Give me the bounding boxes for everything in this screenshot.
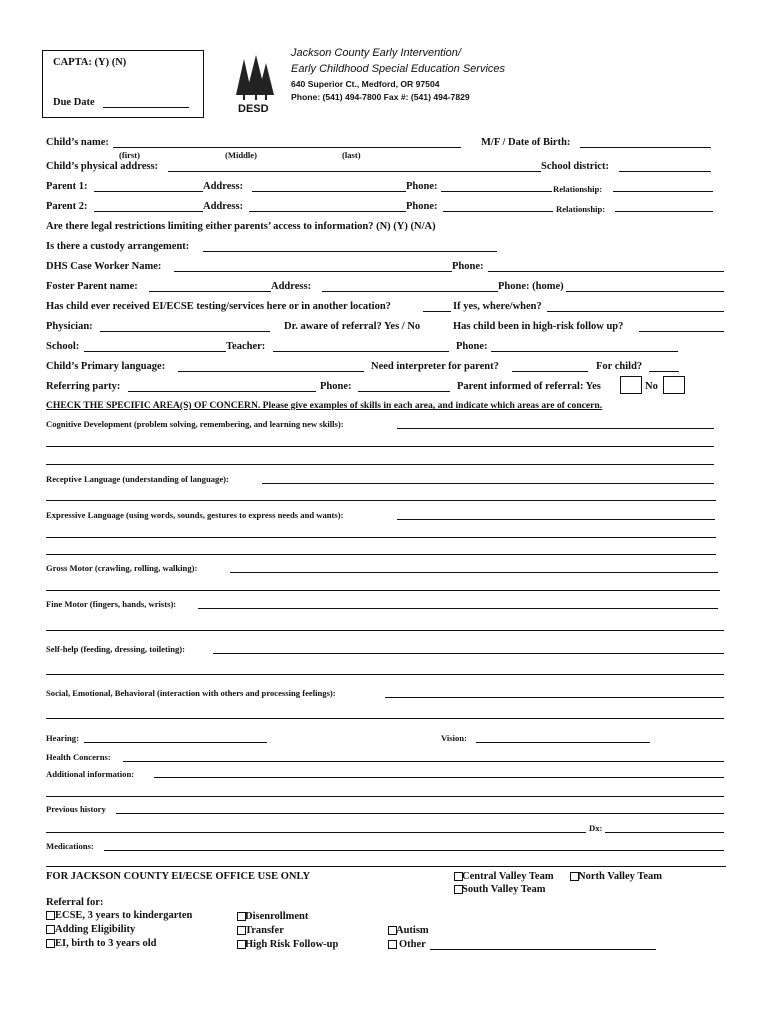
expressive-field[interactable] — [397, 519, 715, 520]
last-caption: (last) — [342, 150, 361, 160]
parent2-address-field[interactable] — [249, 211, 406, 212]
expressive-line2[interactable] — [46, 537, 716, 538]
parent2-relationship-label: Relationship: — [556, 204, 606, 214]
need-interpreter-label: Need interpreter for parent? — [371, 361, 499, 372]
child-name-field[interactable] — [113, 147, 461, 148]
first-caption: (first) — [119, 150, 140, 160]
referring-party-label: Referring party: — [46, 381, 121, 392]
parent2-relationship-field[interactable] — [615, 211, 713, 212]
social-line2[interactable] — [46, 718, 724, 719]
school-label: School: — [46, 341, 80, 352]
parent1-address-label: Address: — [203, 181, 244, 192]
referral-for-label: Referral for: — [46, 897, 104, 908]
previous-history-field[interactable] — [116, 813, 724, 814]
medications-label: Medications: — [46, 841, 94, 851]
parent-informed-yes-checkbox[interactable] — [620, 376, 642, 394]
parent-informed-no-label: No — [645, 381, 658, 392]
office-heading: FOR JACKSON COUNTY EI/ECSE OFFICE USE ONLY — [46, 871, 311, 882]
foster-phone-field[interactable] — [566, 291, 724, 292]
ei-checkbox[interactable] — [46, 939, 55, 948]
parent2-label: Parent 2: — [46, 201, 88, 212]
foster-address-label: Address: — [271, 281, 312, 292]
parent1-field[interactable] — [94, 191, 203, 192]
disenrollment-label: Disenrollment — [245, 911, 309, 922]
if-yes-label: If yes, where/when? — [453, 301, 542, 312]
receptive-line2[interactable] — [46, 500, 716, 501]
concern-heading: CHECK THE SPECIFIC AREA(S) OF CONCERN. Please give examples of skills in each area, and indicate which areas are of concern. — [46, 400, 603, 411]
logo-text: DESD — [238, 103, 269, 115]
dx-field[interactable] — [605, 832, 724, 833]
high-risk-followup-label: High Risk Follow-up — [245, 939, 339, 950]
dhs-phone-field[interactable] — [488, 271, 724, 272]
high-risk-label: Has child been in high-risk follow up? — [453, 321, 624, 332]
dx-label: Dx: — [589, 823, 603, 833]
school-phone-label: Phone: — [456, 341, 488, 352]
referring-phone-field[interactable] — [358, 391, 450, 392]
physical-address-field[interactable] — [168, 171, 541, 172]
previous-history-label: Previous history — [46, 804, 106, 814]
parent-informed-no-checkbox[interactable] — [663, 376, 685, 394]
dhs-worker-field[interactable] — [174, 271, 452, 272]
transfer-label: Transfer — [245, 925, 284, 936]
dr-aware-label: Dr. aware of referral? Yes / No — [284, 321, 421, 332]
physician-label: Physician: — [46, 321, 93, 332]
primary-language-label: Child’s Primary language: — [46, 361, 166, 372]
medications-field[interactable] — [104, 850, 724, 851]
school-phone-field[interactable] — [491, 351, 678, 352]
need-interpreter-field[interactable] — [512, 371, 588, 372]
previous-history-line2[interactable] — [46, 832, 586, 833]
cognitive-label: Cognitive Development (problem solving, remembering, and learning new skills): — [46, 419, 344, 429]
hearing-field[interactable] — [84, 742, 267, 743]
referring-party-field[interactable] — [128, 391, 316, 392]
child-name-label: Child’s name: — [46, 137, 109, 148]
parent1-phone-label: Phone: — [406, 181, 438, 192]
parent1-phone-field[interactable] — [441, 191, 552, 192]
ei-testing-label: Has child ever received EI/ECSE testing/services here or in another location? — [46, 301, 391, 312]
cognitive-line3[interactable] — [46, 464, 714, 465]
due-date-field[interactable] — [103, 107, 189, 108]
school-district-field[interactable] — [619, 171, 711, 172]
additional-info-field[interactable] — [154, 777, 724, 778]
foster-parent-field[interactable] — [149, 291, 271, 292]
vision-label: Vision: — [441, 733, 467, 743]
referring-phone-label: Phone: — [320, 381, 352, 392]
parent1-address-field[interactable] — [252, 191, 406, 192]
school-district-label: School district: — [541, 161, 609, 172]
org-address: 640 Superior Ct., Medford, OR 97504 — [291, 79, 440, 89]
cognitive-field[interactable] — [397, 428, 714, 429]
middle-caption: (Middle) — [225, 150, 257, 160]
primary-language-field[interactable] — [178, 371, 364, 372]
physical-address-label: Child’s physical address: — [46, 161, 159, 172]
physician-field[interactable] — [100, 331, 270, 332]
teacher-label: Teacher: — [226, 341, 266, 352]
autism-label: Autism — [396, 925, 429, 936]
expressive-line3[interactable] — [46, 554, 716, 555]
dob-field[interactable] — [580, 147, 711, 148]
parent2-address-label: Address: — [203, 201, 244, 212]
ei-label: EI, birth to 3 years old — [55, 938, 157, 949]
tree-logo — [232, 55, 276, 101]
dhs-phone-label: Phone: — [452, 261, 484, 272]
social-label: Social, Emotional, Behavioral (interaction with others and processing feelings): — [46, 688, 336, 698]
for-child-field[interactable] — [649, 371, 679, 372]
health-concerns-label: Health Concerns: — [46, 752, 111, 762]
gross-motor-line2[interactable] — [46, 590, 720, 591]
parent1-label: Parent 1: — [46, 181, 88, 192]
high-risk-field[interactable] — [639, 331, 724, 332]
school-field[interactable] — [84, 351, 226, 352]
gross-motor-label: Gross Motor (crawling, rolling, walking): — [46, 563, 198, 573]
expressive-label: Expressive Language (using words, sounds, gestures to express needs and wants): — [46, 510, 344, 520]
custody-field[interactable] — [203, 251, 497, 252]
parent1-relationship-field[interactable] — [613, 191, 713, 192]
org-phone-fax: Phone: (541) 494-7800 Fax #: (541) 494-7829 — [291, 92, 470, 102]
due-date-label: Due Date — [53, 97, 95, 108]
receptive-label: Receptive Language (understanding of language): — [46, 474, 229, 484]
health-concerns-field[interactable] — [123, 761, 724, 762]
foster-parent-label: Foster Parent name: — [46, 281, 138, 292]
cognitive-line2[interactable] — [46, 446, 714, 447]
adding-eligibility-label: Adding Eligibility — [55, 924, 136, 935]
vision-field[interactable] — [476, 742, 650, 743]
foster-address-field[interactable] — [322, 291, 498, 292]
adding-eligibility-checkbox[interactable] — [46, 925, 55, 934]
parent1-relationship-label: Relationship: — [553, 184, 603, 194]
capta-label: CAPTA: (Y) (N) — [53, 57, 127, 68]
teacher-field[interactable] — [273, 351, 449, 352]
office-divider — [46, 866, 726, 867]
other-field[interactable] — [430, 949, 656, 950]
self-help-field[interactable] — [213, 653, 724, 654]
parent2-phone-label: Phone: — [406, 201, 438, 212]
central-valley-label: Central Valley Team — [462, 871, 554, 882]
other-checkbox[interactable] — [388, 940, 397, 949]
receptive-field[interactable] — [262, 483, 714, 484]
self-help-label: Self-help (feeding, dressing, toileting): — [46, 644, 186, 654]
for-child-label: For child? — [596, 361, 643, 372]
fine-motor-field[interactable] — [198, 608, 718, 609]
if-yes-field[interactable] — [547, 311, 724, 312]
hearing-label: Hearing: — [46, 733, 79, 743]
gross-motor-field[interactable] — [230, 572, 718, 573]
ecse-checkbox[interactable] — [46, 911, 55, 920]
parent2-phone-field[interactable] — [443, 211, 553, 212]
fine-motor-label: Fine Motor (fingers, hands, wrists): — [46, 599, 177, 609]
north-valley-label: North Valley Team — [578, 871, 663, 882]
ei-testing-field[interactable] — [423, 311, 451, 312]
org-line1: Jackson County Early Intervention/ — [291, 47, 461, 59]
org-line2: Early Childhood Special Education Services — [291, 63, 506, 75]
dhs-worker-label: DHS Case Worker Name: — [46, 261, 162, 272]
parent-informed-label: Parent informed of referral: Yes — [457, 381, 601, 392]
social-field[interactable] — [385, 697, 724, 698]
additional-info-line2[interactable] — [46, 796, 724, 797]
additional-info-label: Additional information: — [46, 769, 135, 779]
ecse-label: ECSE, 3 years to kindergarten — [55, 910, 193, 921]
other-label: Other — [399, 939, 426, 950]
legal-restrictions-label: Are there legal restrictions limiting either parents’ access to information? (N) (Y) (N/A) — [46, 221, 436, 232]
parent2-field[interactable] — [94, 211, 203, 212]
custody-label: Is there a custody arrangement: — [46, 241, 190, 252]
mf-dob-label: M/F / Date of Birth: — [481, 137, 571, 148]
foster-phone-label: Phone: (home) — [498, 281, 564, 292]
self-help-line2[interactable] — [46, 674, 724, 675]
south-valley-label: South Valley Team — [462, 884, 546, 895]
fine-motor-line2[interactable] — [46, 630, 724, 631]
